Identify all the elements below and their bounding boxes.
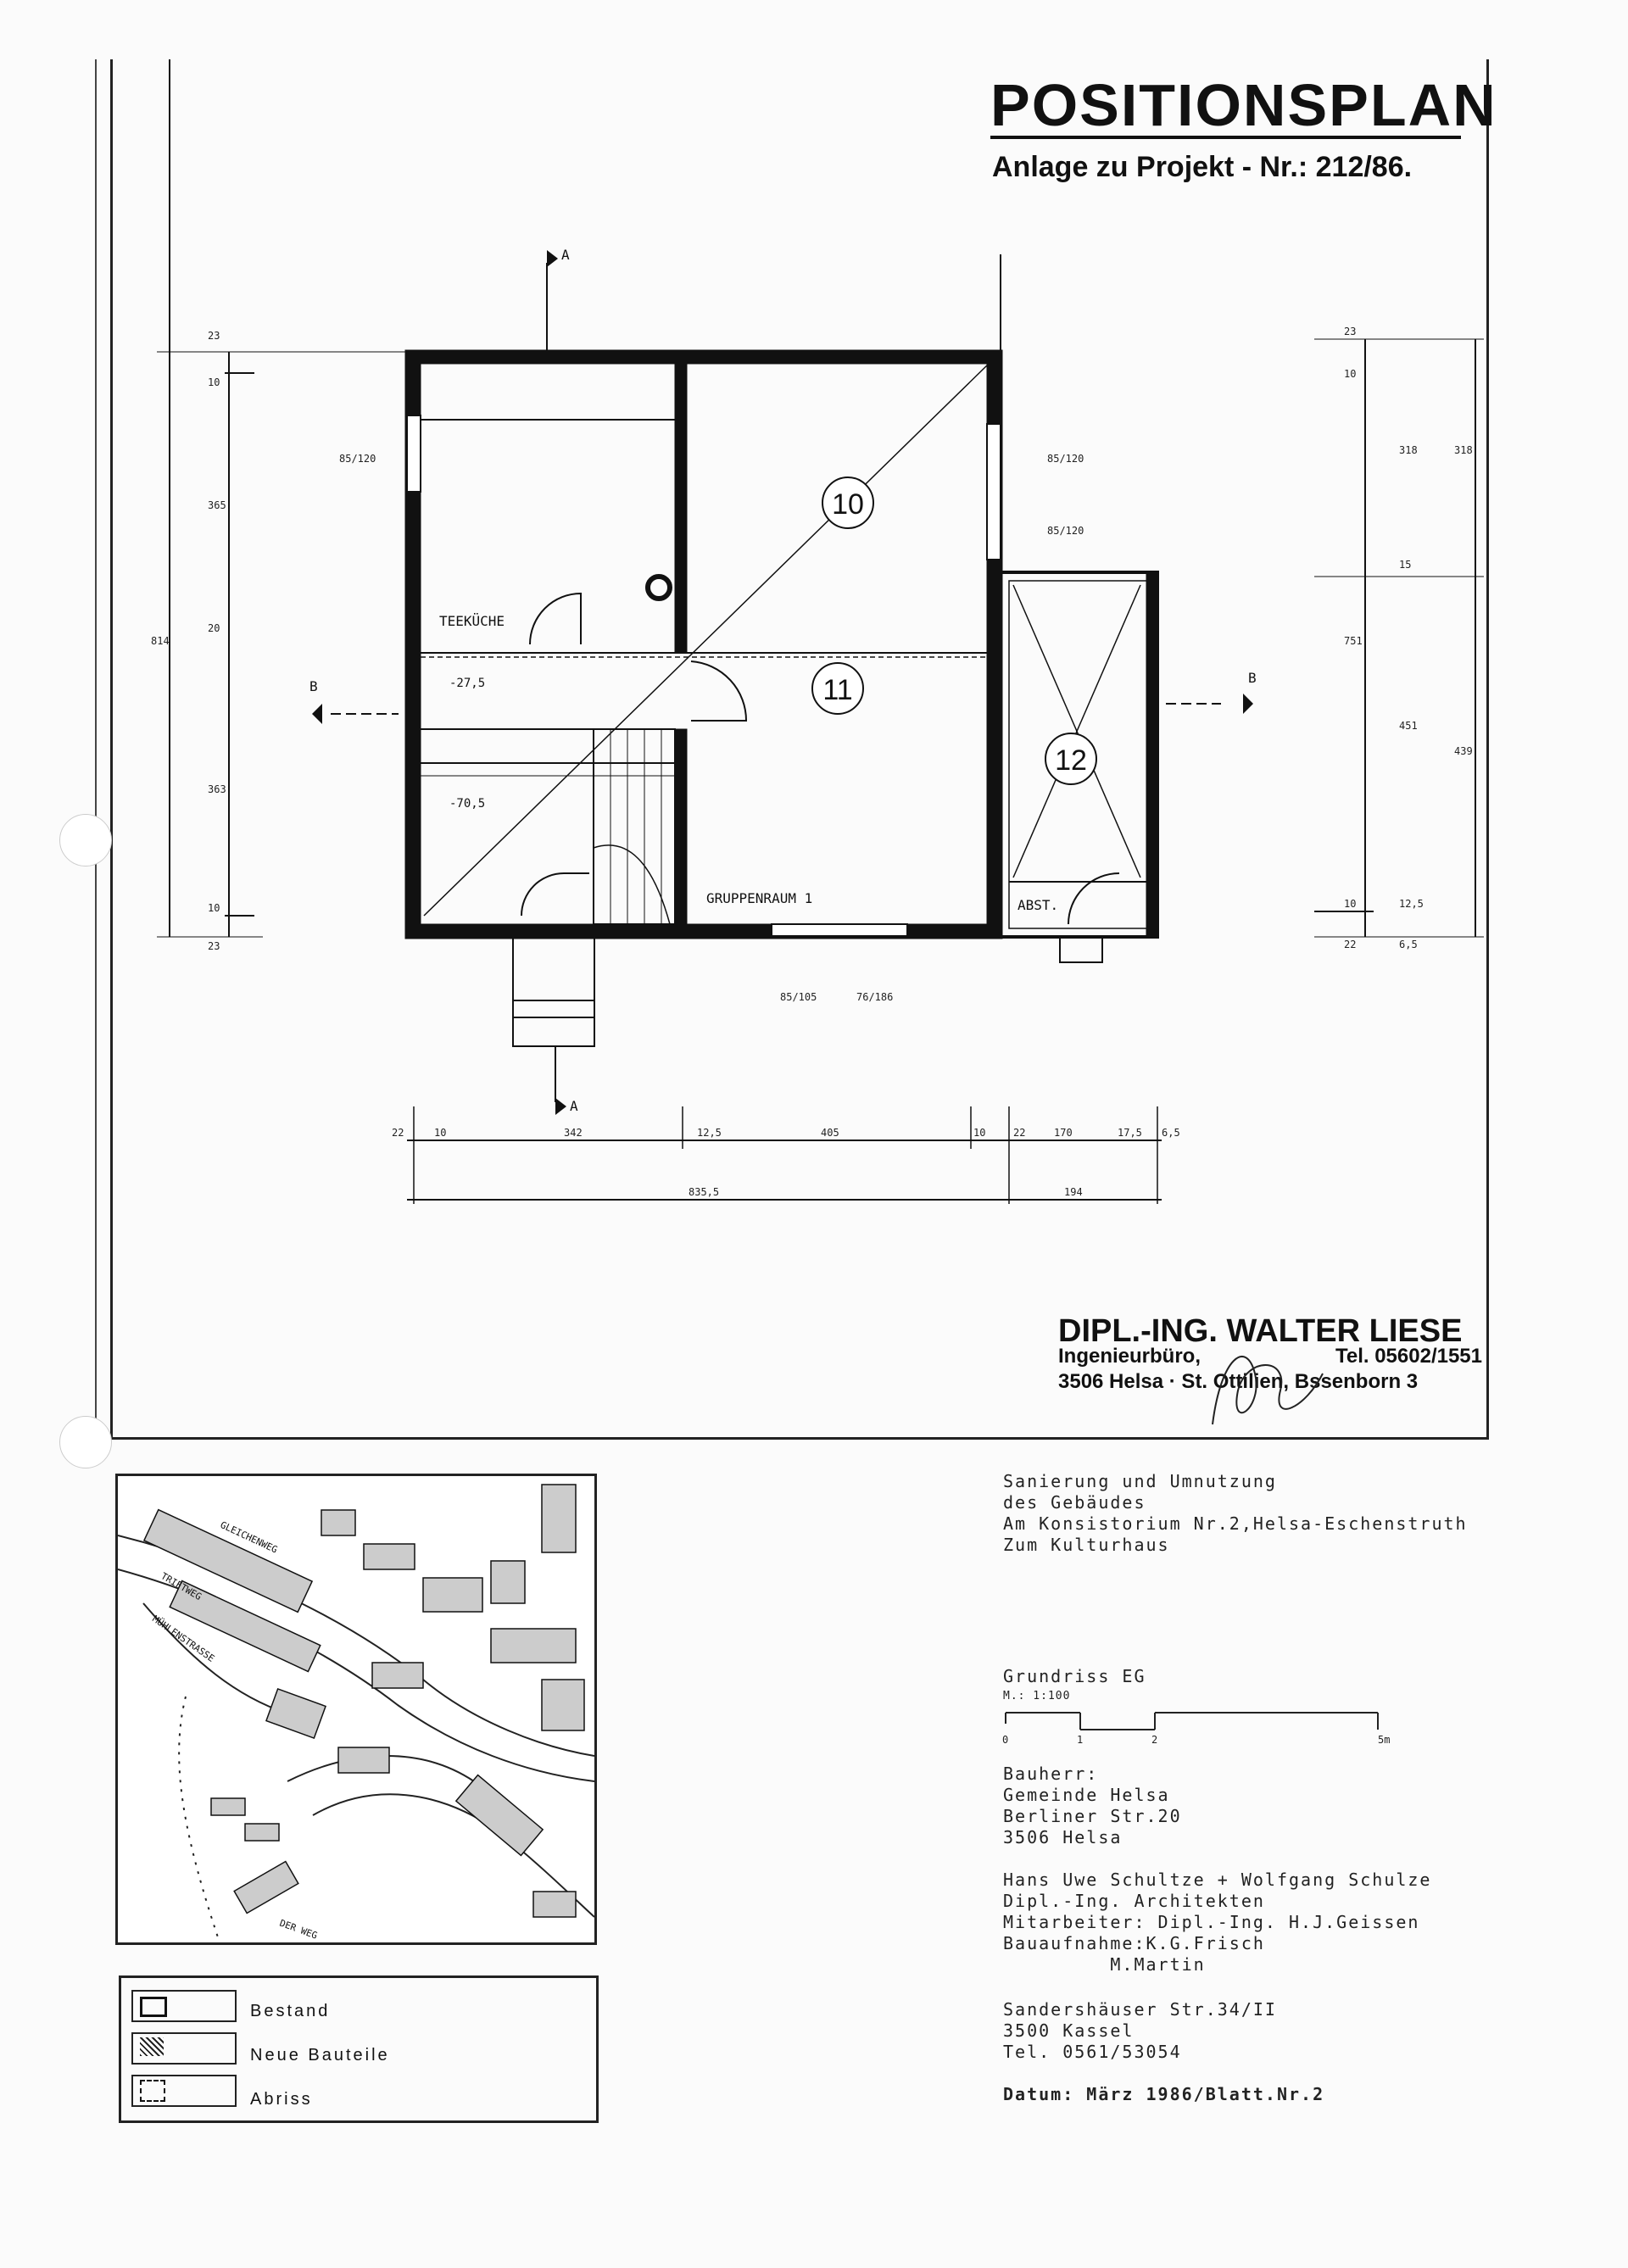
architect-line-1: Hans Uwe Schultze + Wolfgang Schulze [1003,1870,1432,1890]
owner-line-3: 3506 Helsa [1003,1827,1123,1847]
architect-block [1003,1870,1431,1975]
bottom-dim-5: 405 [821,1127,839,1139]
room-number-12: 12 [1055,744,1087,777]
legend-item-bestand [131,1990,237,2022]
firm-address: 3506 Helsa · St. Ottilien, Bssenborn 3 [1058,1370,1419,1393]
right-dim-5: 15 [1399,559,1412,571]
right-dim-7: 451 [1399,720,1418,732]
bottom-dim-10: 6,5 [1162,1127,1180,1139]
left-dim-5: 363 [208,783,226,795]
bottom-dim-2: 10 [434,1127,447,1139]
right-dim-3: 318 [1399,444,1418,456]
scale-tick-2: 2 [1151,1734,1158,1746]
section-mark-bottom: A [570,1098,578,1114]
map-street-1: GLEICHENWEG [218,1519,280,1556]
page-title: POSITIONSPLAN [990,72,1497,138]
section-mark-right: B [1248,670,1257,686]
owner-label: Bauherr: [1003,1764,1099,1784]
owner-block [1003,1764,1182,1848]
firm-name: DIPL.-ING. WALTER LIESE [1058,1313,1463,1349]
left-dim-1: 23 [208,330,220,342]
legend-swatch-neue-bauteile [131,2032,237,2065]
legend-label-bestand: Bestand [250,2002,331,2020]
right-dim-10: 6,5 [1399,939,1418,950]
bottom-dim-4: 12,5 [697,1127,722,1139]
window-dim-3: 85/120 [1047,525,1084,537]
address-line-2: 3500 Kassel [1003,2020,1135,2041]
legend-label-abriss: Abriss [250,2090,313,2109]
right-dim-4: 318 [1454,444,1473,456]
room-label-teekueche: TEEKÜCHE [439,613,505,629]
map-street-2: TRIFTWEG [159,1570,204,1603]
legend-item-neue-bauteile [131,2032,237,2065]
legend [119,1975,599,2123]
level-mark-2: -70,5 [449,797,486,811]
room-label-abst: ABST. [1018,897,1059,913]
left-dim-2: 10 [208,376,220,388]
window-dim-2: 85/120 [1047,453,1084,465]
window-dim-1: 85/120 [339,453,376,465]
owner-line-2: Berliner Str.20 [1003,1806,1182,1826]
section-mark-left: B [309,678,318,694]
address-line-1: Sandershäuser Str.34/II [1003,1999,1277,2020]
firm-stamp [1058,1313,1482,1395]
drawing-scale: M.: 1:100 [1003,1690,1071,1702]
bottom-dim-6: 10 [973,1127,986,1139]
firm-office: Ingenieurbüro, [1058,1345,1201,1368]
right-dim-8: 10 [1344,898,1357,910]
left-dim-6: 10 [208,902,220,914]
level-mark-1: -27,5 [449,677,486,690]
drawing-title: Grundriss EG [1003,1666,1146,1686]
room-label-gruppenraum: GRUPPENRAUM 1 [706,890,813,906]
scale-tick-0: 0 [1002,1734,1009,1746]
punch-hole-2 [59,1416,112,1468]
firm-address-line [1058,1369,1482,1395]
right-dim-2: 10 [1344,368,1357,380]
legend-label-neue-bauteile: Neue Bauteile [250,2046,390,2065]
bottom-dim-8: 170 [1054,1127,1073,1139]
room-number-11: 11 [822,674,853,706]
architect-line-2: Dipl.-Ing. Architekten [1003,1891,1265,1911]
architect-line-3: Mitarbeiter: Dipl.-Ing. H.J.Geissen [1003,1912,1420,1932]
bottom-dim-3: 342 [564,1127,583,1139]
window-dim-5: 76/186 [856,991,894,1003]
scale-tick-5: 5m [1378,1734,1391,1746]
site-map-drawing [118,1476,594,1942]
right-dim-11: 439 [1454,745,1473,757]
punch-hole-1 [59,814,112,867]
site-map [115,1474,597,1945]
firm-tel: Tel. 05602/1551 [1335,1345,1482,1368]
legend-item-abriss [131,2075,237,2107]
section-mark-top: A [561,247,570,263]
right-dim-1: 23 [1344,326,1357,337]
bottom-dim-7: 22 [1013,1127,1026,1139]
date-sheet: Datum: März 1986/Blatt.Nr.2 [1003,2084,1325,2104]
right-dim-9: 12,5 [1399,898,1424,910]
left-dim-3: 365 [208,499,226,511]
project-description: Sanierung und Umnutzung des Gebäudes Am Konsistorium Nr.2,Helsa-Eschenstruth Zum Kulturhaus [1003,1471,1468,1555]
legend-swatch-abriss [131,2075,237,2107]
architect-line-5: M.Martin [1003,1954,1206,1975]
left-dim-4: 20 [208,622,220,634]
address-line-3: Tel. 0561/53054 [1003,2042,1182,2062]
room-number-10: 10 [832,488,864,521]
address-block [1003,1999,1277,2063]
map-street-4: DER WEG [277,1917,319,1942]
architect-line-4: Bauaufnahme:K.G.Frisch [1003,1933,1265,1953]
right-dim-6: 751 [1344,635,1363,647]
bottom-total-2: 194 [1064,1186,1083,1198]
legend-swatch-bestand [131,1990,237,2022]
bottom-dim-1: 22 [392,1127,404,1139]
bottom-total-1: 835,5 [689,1186,720,1198]
map-street-3: MÜHLENSTRASSE [150,1613,217,1664]
left-dim-7: 23 [208,940,220,952]
project-reference: Anlage zu Projekt - Nr.: 212/86. [992,151,1413,183]
window-dim-4: 85/105 [780,991,817,1003]
scale-tick-1: 1 [1077,1734,1084,1746]
left-dim-total: 814 [151,635,170,647]
bottom-dim-9: 17,5 [1118,1127,1142,1139]
owner-line-1: Gemeinde Helsa [1003,1785,1170,1805]
right-dim-12: 22 [1344,939,1357,950]
